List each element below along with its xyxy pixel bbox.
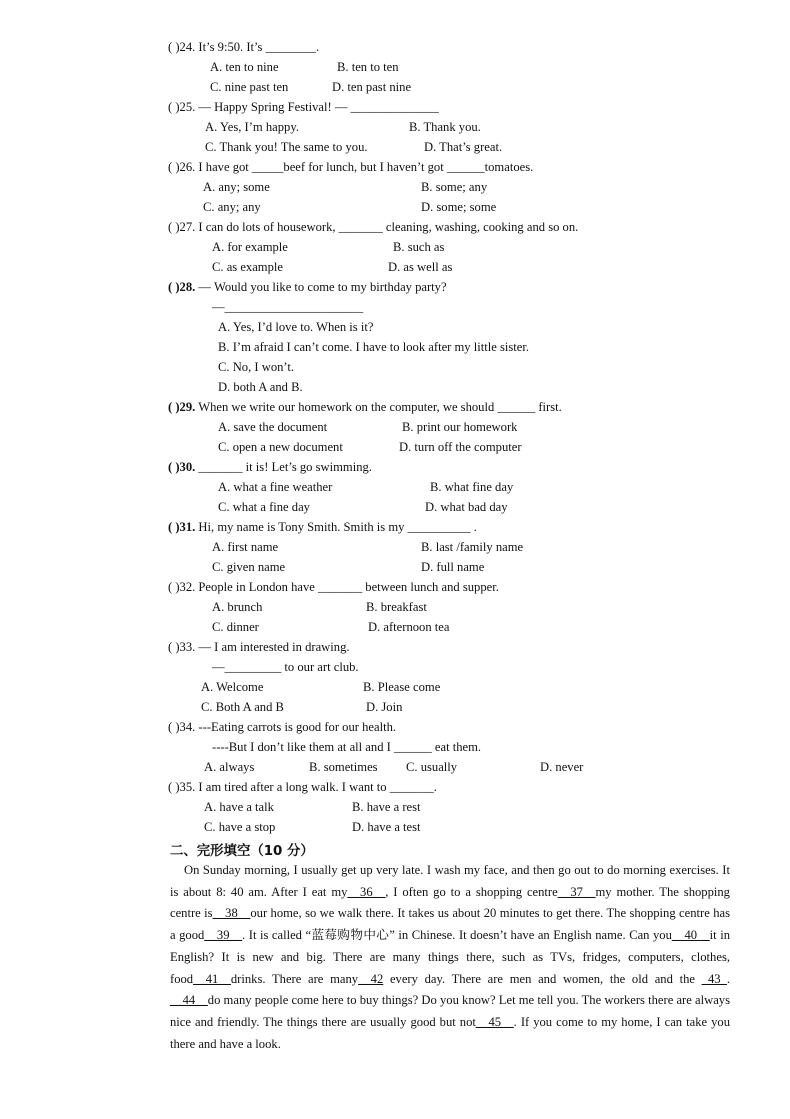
answer-option: A. for example [212, 240, 288, 254]
cloze-blank: __39__ [204, 928, 243, 943]
answer-option: D. afternoon tea [368, 620, 450, 634]
question-number: ( )33. [168, 640, 196, 654]
question-31 [168, 520, 477, 535]
question-number: ( )28. [168, 280, 196, 294]
question-stem: _______ it is! Let’s go swimming. [195, 460, 372, 474]
passage-text: do many people come here to buy things? Do you know? Let me tell you. The workers there are always nice and friendly. The things there are usually good but not [170, 993, 730, 1029]
answer-option: D. both A and B. [218, 380, 303, 394]
answer-option: D. as well as [388, 260, 453, 274]
answer-option: D. have a test [352, 820, 421, 834]
question-number: ( )31. [168, 520, 196, 534]
question-number: ( )30. [168, 460, 196, 474]
cloze-blank: __42 [358, 971, 384, 986]
question-number: ( )34. [168, 720, 196, 734]
question-26 [168, 160, 533, 175]
question-33 [168, 640, 350, 655]
answer-option: A. always [204, 760, 255, 774]
question-29 [168, 400, 562, 415]
answer-option: B. Thank you. [409, 120, 481, 134]
answer-option: B. have a rest [352, 800, 421, 814]
cloze-blank: _43_ [701, 971, 727, 986]
cloze-blank: __44__ [170, 993, 208, 1008]
answer-option: B. breakfast [366, 600, 427, 614]
answer-option: D. That’s great. [424, 140, 503, 154]
question-number: ( )27. [168, 220, 196, 234]
answer-option: B. I’m afraid I can’t come. I have to look after my little sister. [218, 340, 530, 354]
question-number: ( )32. [168, 580, 196, 594]
answer-option: B. sometimes [309, 760, 378, 774]
passage-text: . It is called “蓝莓购物中心” in Chinese. It doesn’t have an English name. Can you [242, 928, 672, 943]
question-32 [168, 580, 499, 595]
question-24 [168, 40, 319, 55]
answer-option: C. any; any [203, 200, 261, 214]
cloze-blank: __41__ [193, 971, 231, 986]
question-35 [168, 780, 437, 795]
answer-option: C. dinner [212, 620, 259, 634]
answer-option: C. No, I won’t. [218, 360, 295, 374]
answer-option: B. print our homework [402, 420, 518, 434]
answer-option: A. any; some [203, 180, 270, 194]
cloze-blank: __45__ [475, 1014, 514, 1029]
question-stem: When we write our homework on the computer, we should ______ first. [195, 400, 562, 414]
answer-option: D. ten past nine [332, 80, 412, 94]
passage-text: it in English? It is new and big. There are many things there, such as TVs, fridges, computers, clothes, food [170, 928, 730, 986]
passage-text: our home, so we walk there. It takes us about 20 minutes to get there. The shopping centre has a good [170, 906, 730, 943]
cloze-blank: __37__ [557, 884, 596, 899]
answer-option: D. never [540, 760, 584, 774]
cloze-blank: __36__ [347, 884, 386, 899]
question-stem: It’s 9:50. It’s ________. [195, 40, 320, 54]
answer-option: C. open a new document [218, 440, 343, 454]
question-number: ( )25. [168, 100, 196, 114]
passage-text: drinks. There are many [230, 971, 359, 986]
question-25 [168, 100, 439, 115]
question-number: ( )29. [168, 400, 196, 414]
answer-option: C. given name [212, 560, 286, 574]
answer-option: C. what a fine day [218, 500, 310, 514]
answer-option: B. last /family name [421, 540, 524, 554]
passage-text: On Sunday morning, I usually get up very late. I wash my face, and then go out to do morning exercises. It is about 8: 40 am. After I eat my [170, 863, 730, 899]
cloze-blank: __38__ [212, 906, 251, 921]
answer-option: A. Yes, I’d love to. When is it? [218, 320, 374, 334]
passage-text: my mother. The shopping centre is [170, 884, 730, 921]
passage-text: . If you come to my home, I can take you there and have a look. [170, 1014, 730, 1051]
answer-option: B. Please come [363, 680, 441, 694]
answer-option: A. brunch [212, 600, 263, 614]
answer-option: A. save the document [218, 420, 328, 434]
question-30 [168, 460, 372, 475]
answer-option: C. have a stop [204, 820, 276, 834]
answer-option: A. Yes, I’m happy. [205, 120, 299, 134]
question-number: ( )26. [168, 160, 196, 174]
question-stem: — Would you like to come to my birthday party? [195, 280, 447, 294]
answer-option: B. ten to ten [337, 60, 399, 74]
dialogue-reply: ----But I don’t like them at all and I ______ eat them. [212, 740, 482, 754]
question-number: ( )35. [168, 780, 196, 794]
answer-option: A. ten to nine [210, 60, 279, 74]
question-stem: People in London have _______ between lunch and supper. [195, 580, 499, 594]
answer-option: C. nine past ten [210, 80, 289, 94]
question-stem: ---Eating carrots is good for our health. [195, 720, 397, 734]
passage-text: . [726, 971, 731, 986]
section-title: 二、完形填空（10 分） [170, 844, 314, 859]
answer-option: C. Both A and B [201, 700, 284, 714]
answer-option: A. what a fine weather [218, 480, 333, 494]
answer-option: A. have a talk [204, 800, 274, 814]
question-stem: I have got _____beef for lunch, but I haven’t got ______tomatoes. [195, 160, 534, 174]
question-28 [168, 280, 447, 295]
answer-option: B. some; any [421, 180, 488, 194]
answer-option: D. full name [421, 560, 485, 574]
answer-option: D. turn off the computer [399, 440, 522, 454]
answer-option: A. Welcome [201, 680, 264, 694]
cloze-passage [170, 860, 730, 1055]
passage-text: , I often go to a shopping centre [385, 884, 558, 899]
dialogue-reply: —______________________ [212, 300, 364, 314]
answer-option: B. what fine day [430, 480, 514, 494]
passage-paragraph [170, 860, 730, 1055]
answer-option: C. usually [406, 760, 458, 774]
passage-text: every day. There are men and women, the old and the [383, 971, 702, 986]
question-stem: I can do lots of housework, _______ cleaning, washing, cooking and so on. [195, 220, 579, 234]
answer-option: D. what bad day [425, 500, 508, 514]
question-34 [168, 720, 396, 735]
answer-option: C. Thank you! The same to you. [205, 140, 368, 154]
question-stem: — Happy Spring Festival! — [195, 100, 351, 114]
question-stem: — I am interested in drawing. [195, 640, 350, 654]
answer-option: A. first name [212, 540, 279, 554]
question-number: ( )24. [168, 40, 196, 54]
answer-blank: ______________ [350, 100, 439, 114]
question-27 [168, 220, 578, 235]
dialogue-reply: —_________ to our art club. [212, 660, 359, 674]
question-stem: Hi, my name is Tony Smith. Smith is my __________ . [195, 520, 477, 534]
question-stem: I am tired after a long walk. I want to _______. [195, 780, 437, 794]
cloze-blank: __40__ [671, 928, 710, 943]
answer-option: C. as example [212, 260, 283, 274]
answer-option: B. such as [393, 240, 445, 254]
answer-option: D. Join [366, 700, 403, 714]
answer-option: D. some; some [421, 200, 497, 214]
